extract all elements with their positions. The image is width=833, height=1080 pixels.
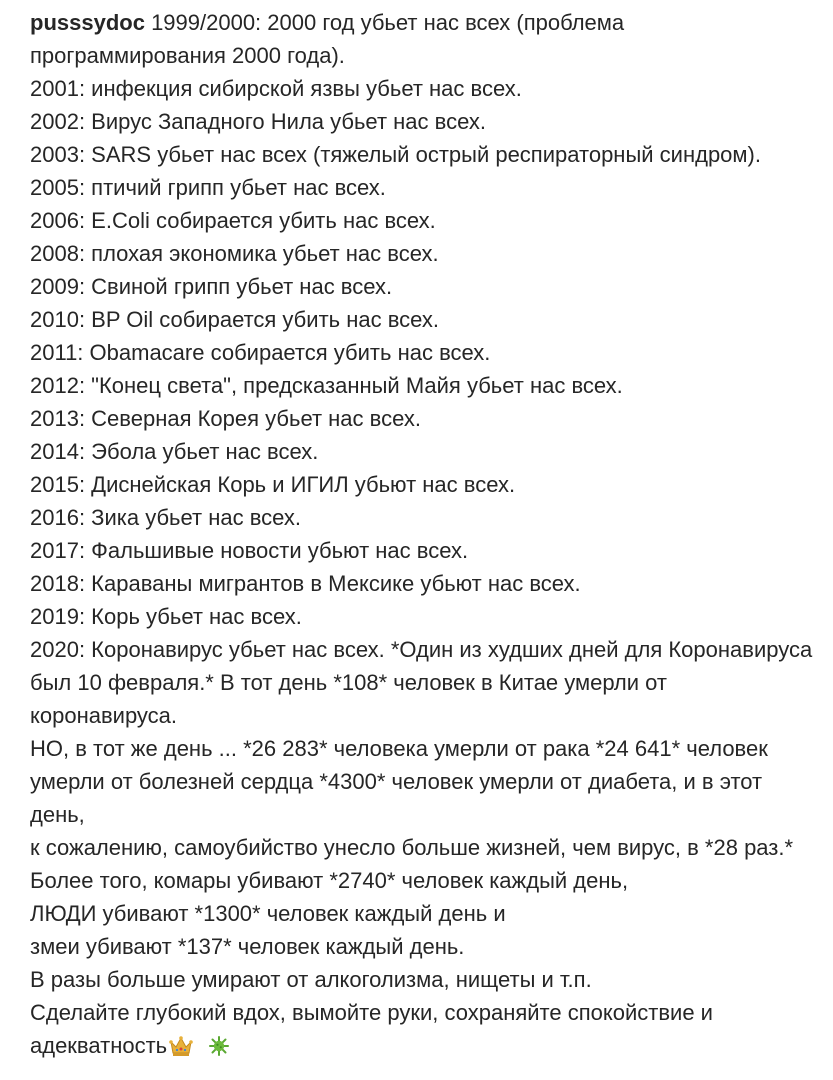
caption-line: 2003: SARS убьет нас всех (тяжелый острый респираторный синдром). — [30, 142, 761, 167]
caption-line: 2009: Свиной грипп убьет нас всех. — [30, 274, 393, 299]
caption-line: 2016: Зика убьет нас всех. — [30, 505, 302, 530]
caption-line: 2011: Obamacare собирается убить нас всех. — [30, 340, 491, 365]
username-link[interactable]: pusssydoc — [30, 10, 145, 35]
caption-last-text: Сделайте глубокий вдох, вымойте руки, сохраняйте спокойствие и адекватность — [30, 1000, 713, 1058]
caption-line: 2005: птичий грипп убьет нас всех. — [30, 175, 386, 200]
caption-line: 2008: плохая экономика убьет нас всех. — [30, 241, 439, 266]
caption-line: НО, в тот же день ... *26 283* человека умерли от рака *24 641* человек умерли от болезней сердца *4300* человек умерли от диабета, и в этот день, — [30, 736, 768, 827]
crown-icon — [169, 1033, 193, 1055]
caption-line: 2015: Диснейская Корь и ИГИЛ убьют нас всех. — [30, 472, 516, 497]
caption-line: В разы больше умирают от алкоголизма, нищеты и т.п. — [30, 967, 592, 992]
caption-first-text: 1999/2000: 2000 год убьет нас всех (проблема программирования 2000 года). — [30, 10, 625, 68]
caption-line: к сожалению, самоубийство унесло больше жизней, чем вирус, в *28 раз.* Более того, комары убивают *2740* человек каждый день, — [30, 835, 794, 893]
caption-first-paragraph — [30, 6, 815, 72]
caption-line: 2018: Караваны мигрантов в Мексике убьют нас всех. — [30, 571, 581, 596]
caption-line: 2014: Эбола убьет нас всех. — [30, 439, 319, 464]
caption-last-paragraph — [30, 996, 815, 1062]
caption-line: 2010: BP Oil собирается убить нас всех. — [30, 307, 440, 332]
post-caption — [30, 6, 815, 1062]
caption-line: 2012: "Конец света", предсказанный Майя убьет нас всех. — [30, 373, 623, 398]
caption-line: 2002: Вирус Западного Нила убьет нас всех. — [30, 109, 486, 134]
caption-line: 2001: инфекция сибирской язвы убьет нас всех. — [30, 76, 522, 101]
caption-line: 2020: Коронавирус убьет нас всех. *Один из худших дней для Коронавируса был 10 февраля.* В тот день *108* человек в Китае умерли от коронавируса. — [30, 637, 813, 728]
caption-line: 2013: Северная Корея убьет нас всех. — [30, 406, 421, 431]
caption-line: 2017: Фальшивые новости убьют нас всех. — [30, 538, 469, 563]
caption-line: змеи убивают *137* человек каждый день. — [30, 934, 465, 959]
virus-icon — [207, 1033, 231, 1055]
caption-line: 2019: Корь убьет нас всех. — [30, 604, 302, 629]
caption-line: 2006: E.Coli собирается убить нас всех. — [30, 208, 436, 233]
caption-line: ЛЮДИ убивают *1300* человек каждый день и — [30, 901, 506, 926]
